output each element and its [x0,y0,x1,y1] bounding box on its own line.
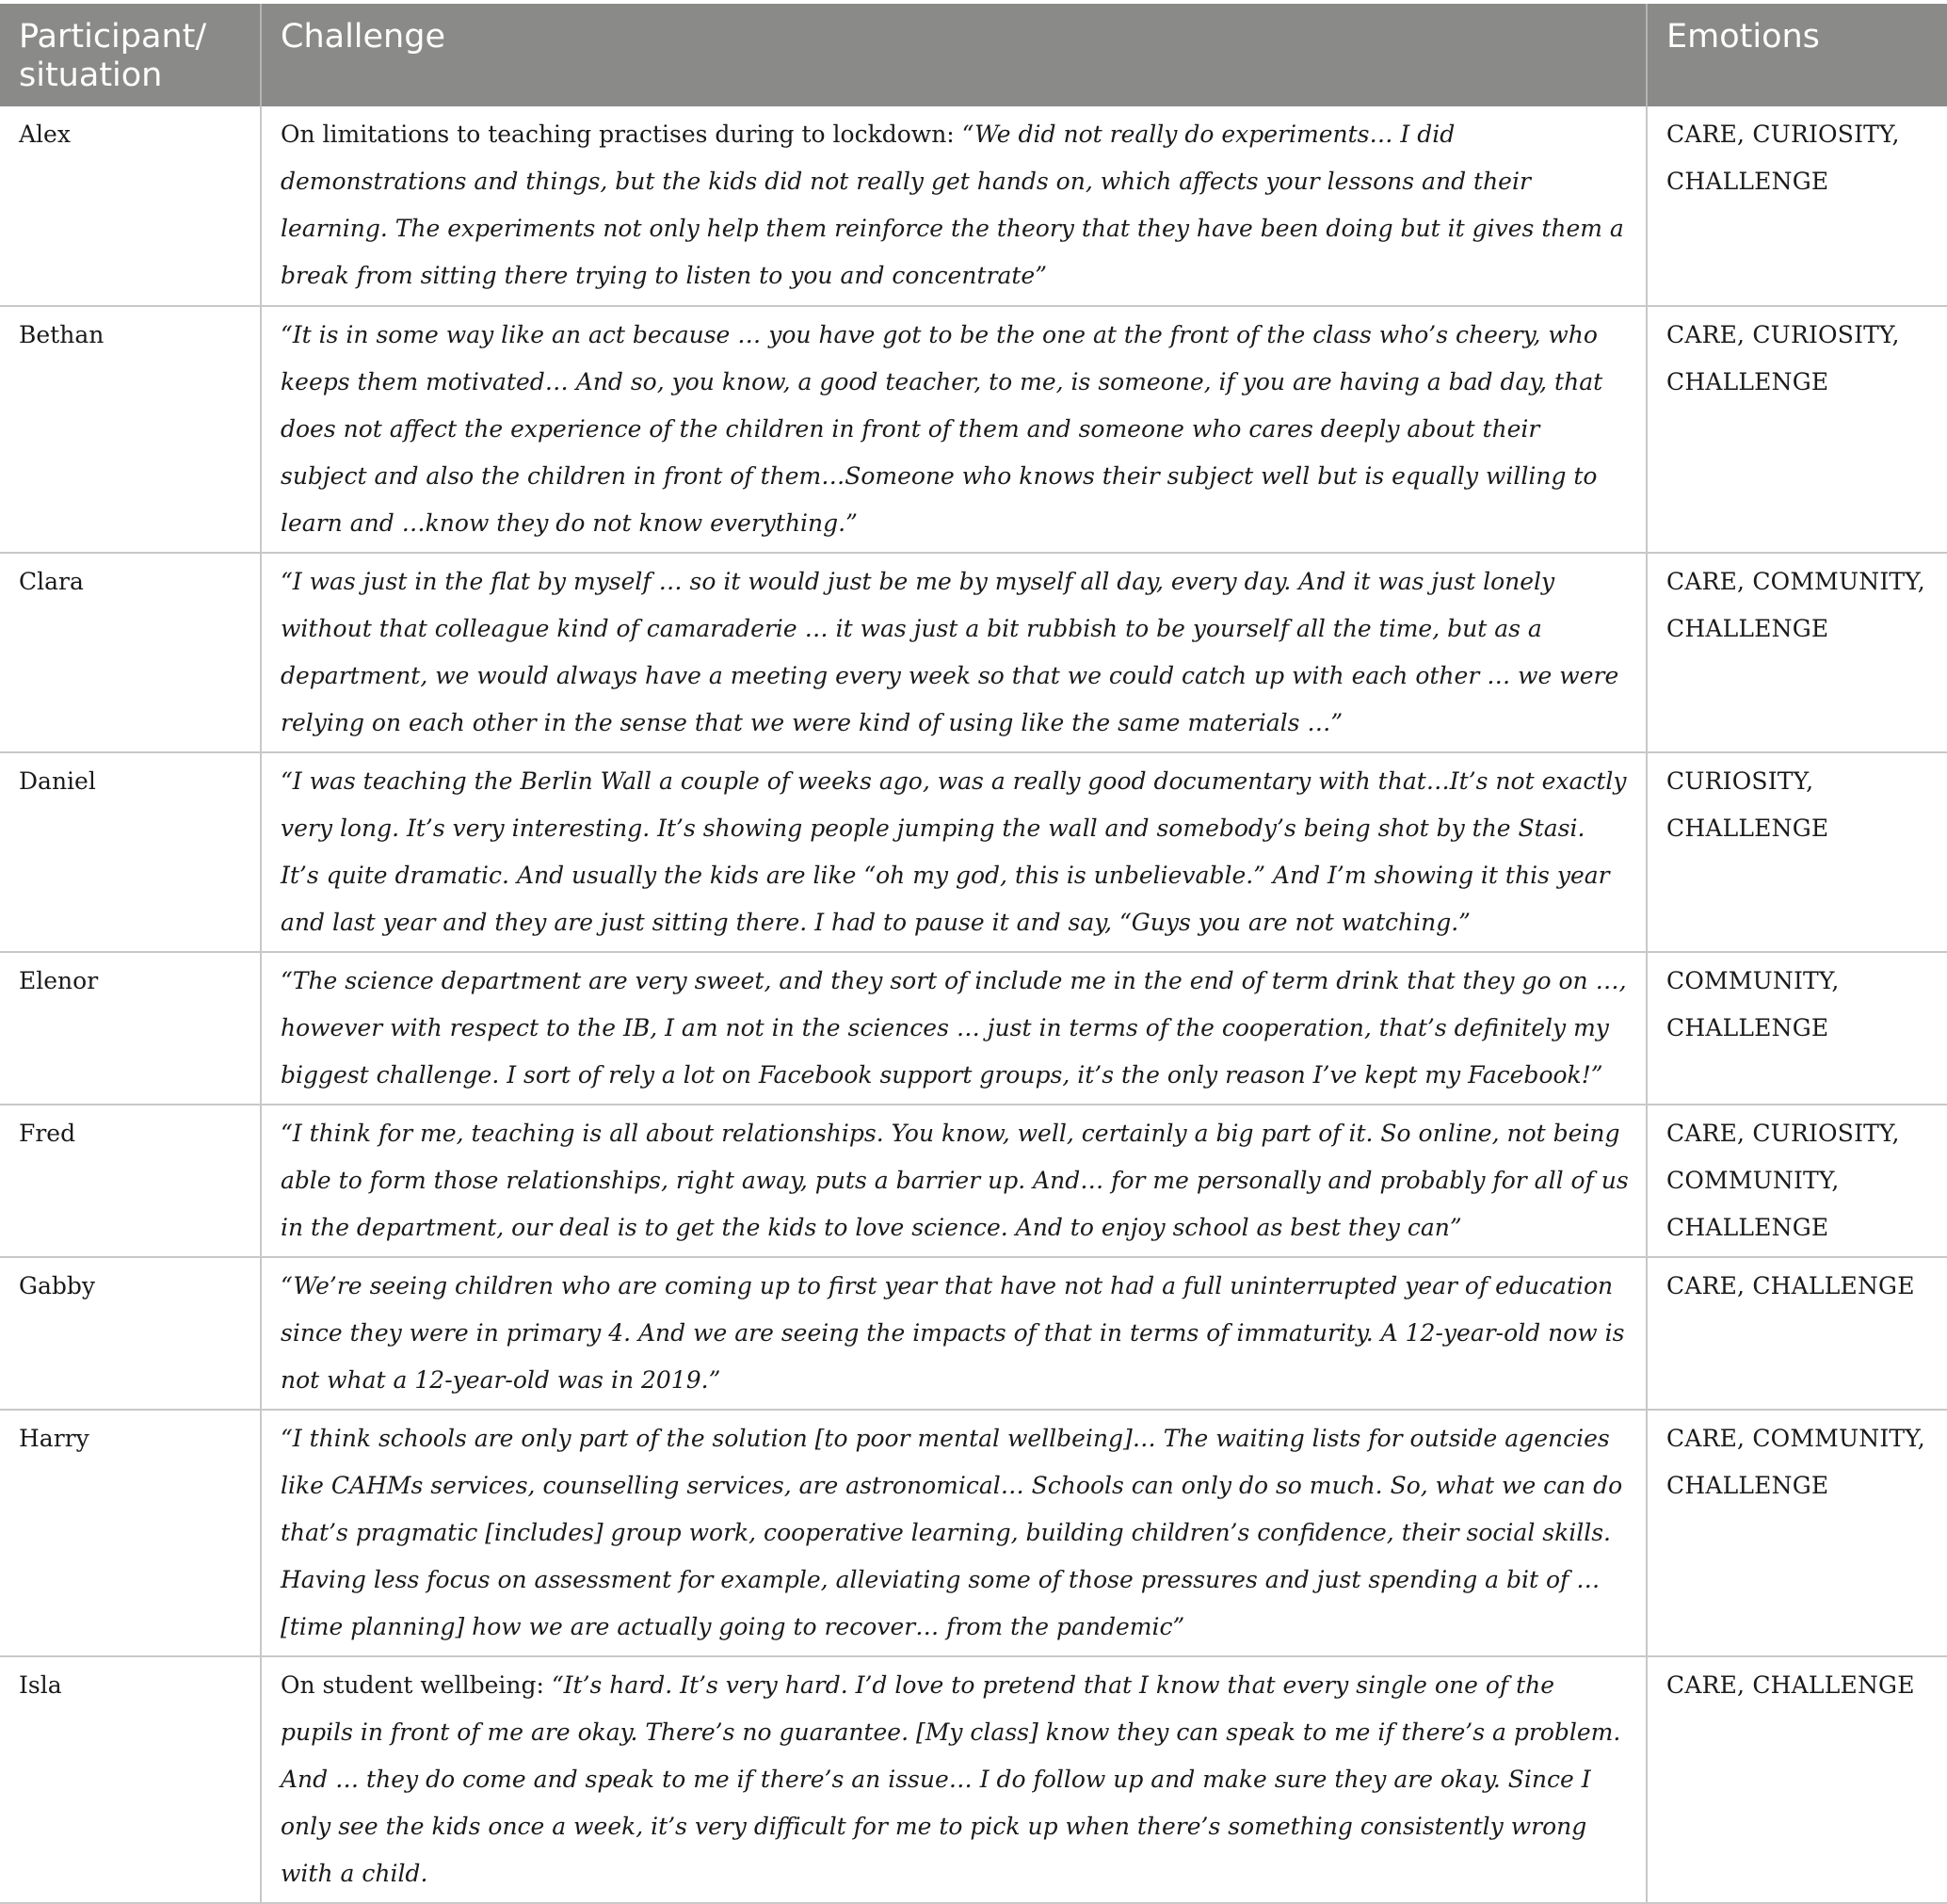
emotions-cell: CARE, CURIOSITY, COMMUNITY, CHALLENGE [1647,1105,1947,1257]
participant-cell: Harry [0,1410,261,1656]
participant-cell: Fred [0,1105,261,1257]
table-row [0,553,1947,752]
challenge-quote: “It’s hard. It’s very hard. I’d love to pretend that I know that every single one of the pupils in front of me are okay. There’s no guarantee. [My class] know they can speak to me if there’s a problem. And … they do come and speak to me if there’s an issue… I do follow up and make sure they are okay. Since I only see the kids once a week, it’s very difficult for me to pick up when there’s something consistently wrong with a child. [281,1671,1621,1887]
participant-cell: Clara [0,553,261,752]
challenge-cell [261,106,1647,306]
table-row [0,952,1947,1105]
emotions-cell: CARE, COMMUNITY, CHALLENGE [1647,1410,1947,1656]
challenge-quote: “We’re seeing children who are coming up to first year that have not had a full uninterrupted year of education since they were in primary 4. And we are seeing the impacts of that in terms of immaturity. A 12-year-old now is not what a 12-year-old was in 2019.” [281,1272,1625,1394]
table-row [0,1410,1947,1656]
participant-cell: Alex [0,106,261,306]
participant-cell: Elenor [0,952,261,1105]
emotions-cell: CARE, CURIOSITY, CHALLENGE [1647,306,1947,553]
header-emotions: Emotions [1647,4,1947,106]
header-row [0,4,1947,106]
emotions-cell: CARE, CURIOSITY, CHALLENGE [1647,106,1947,306]
emotions-cell: CARE, CHALLENGE [1647,1257,1947,1410]
participant-cell: Bethan [0,306,261,553]
header-participant: Participant/ situation [0,4,261,106]
table-header [0,4,1947,106]
challenge-cell [261,553,1647,752]
challenge-context: On limitations to teaching practises during to lockdown: [281,121,962,148]
challenge-cell [261,1105,1647,1257]
table-row [0,1105,1947,1257]
challenge-cell [261,952,1647,1105]
challenge-context: On student wellbeing: [281,1671,552,1699]
participant-cell: Isla [0,1656,261,1903]
table-body [0,106,1947,1903]
table-row [0,306,1947,553]
participant-cell: Daniel [0,752,261,952]
challenge-quote: “It is in some way like an act because … you have got to be the one at the front of the class who’s cheery, who keeps them motivated… And so, you know, a good teacher, to me, is someone, if you are having a bad day, that does not affect the experience of the children in front of them and someone who cares deeply about their subject and also the children in front of them…Someone who knows their subject well but is equally willing to learn and …know they do not know everything.” [281,321,1603,537]
header-challenge: Challenge [261,4,1647,106]
challenge-cell [261,752,1647,952]
table-row [0,752,1947,952]
table-row [0,1257,1947,1410]
emotions-cell: CARE, COMMUNITY, CHALLENGE [1647,553,1947,752]
challenge-quote: “I was teaching the Berlin Wall a couple of weeks ago, was a really good documentary with that…It’s not exactly very long. It’s very interesting. It’s showing people jumping the wall and somebody’s being shot by the Stasi. It’s quite dramatic. And usually the kids are like “oh my god, this is unbelievable.” And I’m showing it this year and last year and they are just sitting there. I had to pause it and say, “Guys you are not watching.” [281,767,1627,936]
challenge-quote: “I think for me, teaching is all about relationships. You know, well, certainly a big part of it. So online, not being able to form those relationships, right away, puts a barrier up. And… for me personally and probably for all of us in the department, our deal is to get the kids to love science. And to enjoy school as best they can” [281,1120,1629,1241]
challenge-quote: “I think schools are only part of the solution [to poor mental wellbeing]… The waiting lists for outside agencies like CAHMs services, counselling services, are astronomical… Schools can only do so much. So, what we can do that’s pragmatic [includes] group work, cooperative learning, building children’s confidence, their social skills. Having less focus on assessment for example, alleviating some of those pressures and just spending a bit of …[time planning] how we are actually going to recover… from the pandemic” [281,1425,1623,1640]
challenge-cell [261,1257,1647,1410]
challenges-table [0,4,1947,1904]
challenge-cell [261,306,1647,553]
participant-cell: Gabby [0,1257,261,1410]
table-row [0,1656,1947,1903]
emotions-cell: CARE, CHALLENGE [1647,1656,1947,1903]
emotions-cell: CURIOSITY, CHALLENGE [1647,752,1947,952]
challenge-cell [261,1410,1647,1656]
challenge-quote: “I was just in the flat by myself … so it would just be me by myself all day, every day. And it was just lonely without that colleague kind of camaraderie … it was just a bit rubbish to be yourself all the time, but as a department, we would always have a meeting every week so that we could catch up with each other … we were relying on each other in the sense that we were kind of using like the same materials …” [281,568,1619,736]
challenge-quote: “We did not really do experiments… I did demonstrations and things, but the kids did not really get hands on, which affects your lessons and their learning. The experiments not only help them reinforce the theory that they have been doing but it gives them a break from sitting there trying to listen to you and concentrate” [281,121,1624,289]
challenge-cell [261,1656,1647,1903]
emotions-cell: COMMUNITY, CHALLENGE [1647,952,1947,1105]
challenge-quote: “The science department are very sweet, and they sort of include me in the end of term drink that they go on …, however with respect to the IB, I am not in the sciences … just in terms of the cooperation, that’s definitely my biggest challenge. I sort of rely a lot on Facebook support groups, it’s the only reason I’ve kept my Facebook!” [281,967,1627,1089]
table-row [0,106,1947,306]
